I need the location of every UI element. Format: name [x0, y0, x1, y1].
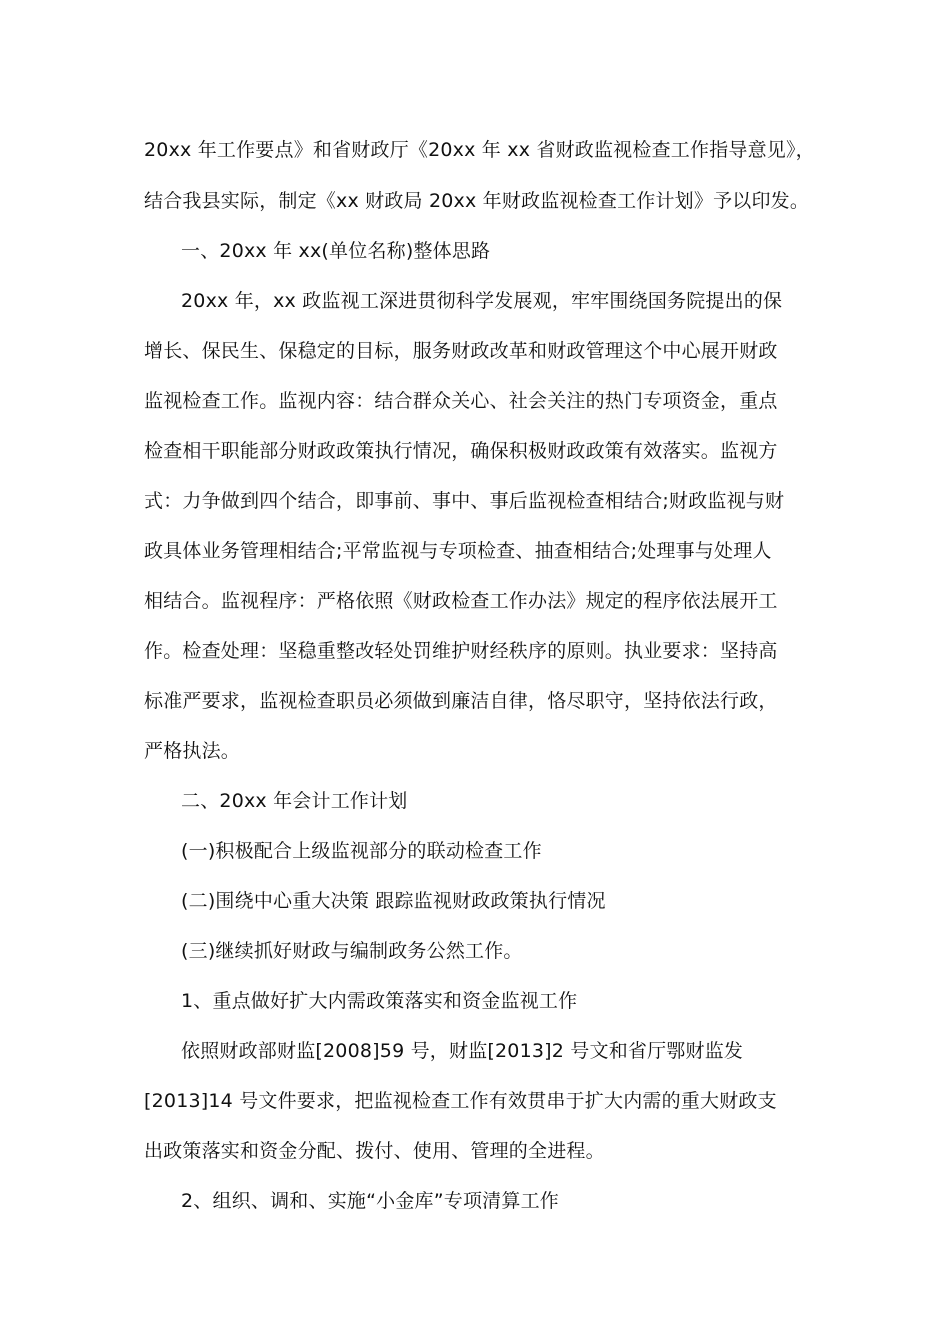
- subsection-heading: (二)围绕中心重大决策 跟踪监视财政政策执行情况: [181, 890, 606, 912]
- paragraph-line: 检查相干职能部分财政政策执行情况，确保积极财政政策有效落实。监视方: [144, 440, 778, 462]
- paragraph-line: 相结合。监视程序：严格依照《财政检查工作办法》规定的程序依法展开工: [144, 590, 778, 612]
- list-item-heading: 1、重点做好扩大内需政策落实和资金监视工作: [181, 990, 578, 1012]
- paragraph-line: 作。检查处理：坚稳重整改轻处罚维护财经秩序的原则。执业要求：坚持高: [144, 640, 778, 662]
- paragraph-line: 出政策落实和资金分配、拨付、使用、管理的全进程。: [144, 1140, 605, 1162]
- paragraph-line: 增长、保民生、保稳定的目标，服务财政改革和财政管理这个中心展开财政: [144, 340, 778, 362]
- subsection-heading: (三)继续抓好财政与编制政务公然工作。: [181, 940, 523, 962]
- paragraph-line: 标准严要求，监视检查职员必须做到廉洁自律，恪尽职守，坚持依法行政，: [144, 690, 778, 712]
- paragraph-line: [2013]14 号文件要求，把监视检查工作有效贯串于扩大内需的重大财政支: [144, 1090, 777, 1112]
- paragraph-line: 20xx 年，xx 政监视工深进贯彻科学发展观，牢牢围绕国务院提出的保: [181, 290, 783, 312]
- subsection-heading: (一)积极配合上级监视部分的联动检查工作: [181, 840, 542, 862]
- paragraph-line: 结合我县实际，制定《xx 财政局 20xx 年财政监视检查工作计划》予以印发。: [144, 190, 810, 212]
- paragraph-line: 依照财政部财监[2008]59 号，财监[2013]2 号文和省厅鄂财监发: [181, 1040, 744, 1062]
- paragraph-line: 20xx 年工作要点》和省财政厅《20xx 年 xx 省财政监视检查工作指导意见》，: [144, 139, 815, 161]
- list-item-heading: 2、组织、调和、实施“小金库”专项清算工作: [181, 1190, 559, 1212]
- section-heading: 二、20xx 年会计工作计划: [181, 790, 408, 812]
- section-heading: 一、20xx 年 xx(单位名称)整体思路: [181, 240, 491, 262]
- paragraph-line: 监视检查工作。监视内容：结合群众关心、社会关注的热门专项资金，重点: [144, 390, 778, 412]
- paragraph-line: 政具体业务管理相结合;平常监视与专项检查、抽查相结合;处理事与处理人: [144, 540, 772, 562]
- paragraph-line: 式：力争做到四个结合，即事前、事中、事后监视检查相结合;财政监视与财: [144, 490, 785, 512]
- paragraph-line: 严格执法。: [144, 740, 241, 762]
